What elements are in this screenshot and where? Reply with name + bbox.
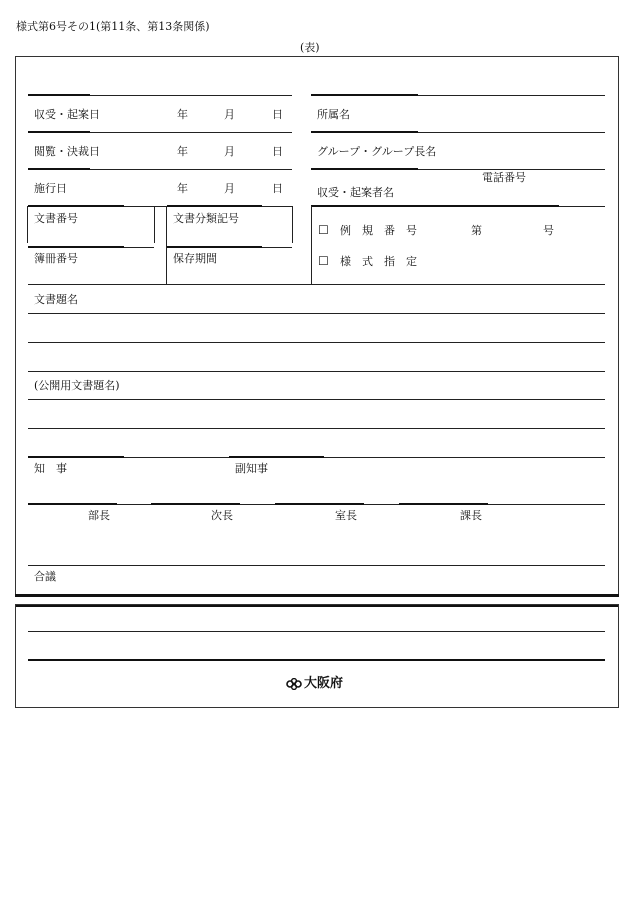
rule-accent — [311, 168, 418, 170]
separator — [15, 594, 619, 597]
rule-accent — [28, 168, 90, 170]
approved-date-label: 閲覧・決裁日 — [34, 145, 100, 158]
divider — [166, 206, 167, 284]
doc-number-label: 文書番号 — [34, 212, 78, 225]
month-label: 月 — [224, 145, 235, 158]
form-title: 様式第6号その1(第11条、第13条関係) — [16, 20, 210, 33]
rule-accent — [28, 659, 605, 661]
day-label: 日 — [272, 145, 283, 158]
rule-accent — [151, 503, 240, 505]
day-label: 日 — [272, 108, 283, 121]
rule-accent — [167, 246, 262, 248]
rule-accent — [311, 205, 559, 207]
checkbox-icon[interactable]: ☐ — [318, 254, 329, 268]
phone-label: 電話番号 — [482, 171, 526, 184]
format-designation-label: 様 式 指 定 — [340, 255, 417, 268]
osaka-emblem-icon — [286, 678, 302, 690]
rule — [28, 565, 605, 566]
rule-accent — [229, 456, 324, 458]
regulation-number-label: 例 規 番 号 — [340, 224, 417, 237]
year-label: 年 — [177, 108, 188, 121]
rule-accent — [28, 246, 124, 248]
public-title-label: (公開用文書題名) — [34, 379, 120, 392]
month-label: 月 — [224, 108, 235, 121]
rule — [28, 399, 605, 400]
department-label: 所属名 — [317, 108, 350, 121]
retention-label: 保存期間 — [173, 252, 217, 265]
day-label: 日 — [272, 182, 283, 195]
logo-text: 大阪府 — [304, 676, 344, 691]
go-label: 号 — [543, 224, 554, 237]
vice-governor-label: 副知事 — [235, 462, 268, 475]
rule-accent — [28, 131, 90, 133]
rule — [28, 313, 605, 314]
divider — [154, 206, 155, 243]
divider — [292, 206, 293, 243]
director-label: 部長 — [88, 509, 110, 522]
year-label: 年 — [177, 182, 188, 195]
rule-accent — [311, 94, 418, 96]
consultation-label: 合議 — [34, 570, 56, 583]
rule — [28, 428, 605, 429]
rule-accent — [28, 456, 124, 458]
osaka-logo — [286, 677, 343, 690]
divider — [27, 206, 28, 243]
rule — [28, 284, 605, 285]
received-date-label: 収受・起案日 — [34, 108, 100, 121]
year-label: 年 — [177, 145, 188, 158]
doc-title-label: 文書題名 — [34, 293, 78, 306]
governor-label: 知 事 — [34, 462, 67, 475]
side-label: (表) — [300, 41, 320, 54]
rule-accent — [311, 131, 418, 133]
divider — [311, 206, 312, 284]
rule-accent — [28, 503, 117, 505]
rule-accent — [167, 205, 262, 207]
rule-accent — [28, 205, 124, 207]
dai-label: 第 — [471, 224, 482, 237]
effective-date-label: 施行日 — [34, 182, 67, 195]
checkbox-icon[interactable]: ☐ — [318, 223, 329, 237]
rule — [28, 342, 605, 343]
rule-accent — [275, 503, 364, 505]
rule — [28, 631, 605, 632]
rule-accent — [28, 94, 90, 96]
month-label: 月 — [224, 182, 235, 195]
drafter-label: 収受・起案者名 — [317, 186, 394, 199]
section-head-label: 課長 — [460, 509, 482, 522]
classification-label: 文書分類記号 — [173, 212, 239, 225]
group-label: グループ・グループ長名 — [317, 145, 437, 158]
rule — [28, 371, 605, 372]
lower-form-box — [15, 604, 619, 708]
office-head-label: 室長 — [335, 509, 357, 522]
deputy-label: 次長 — [211, 509, 233, 522]
rule-accent — [399, 503, 488, 505]
register-number-label: 簿冊番号 — [34, 252, 78, 265]
